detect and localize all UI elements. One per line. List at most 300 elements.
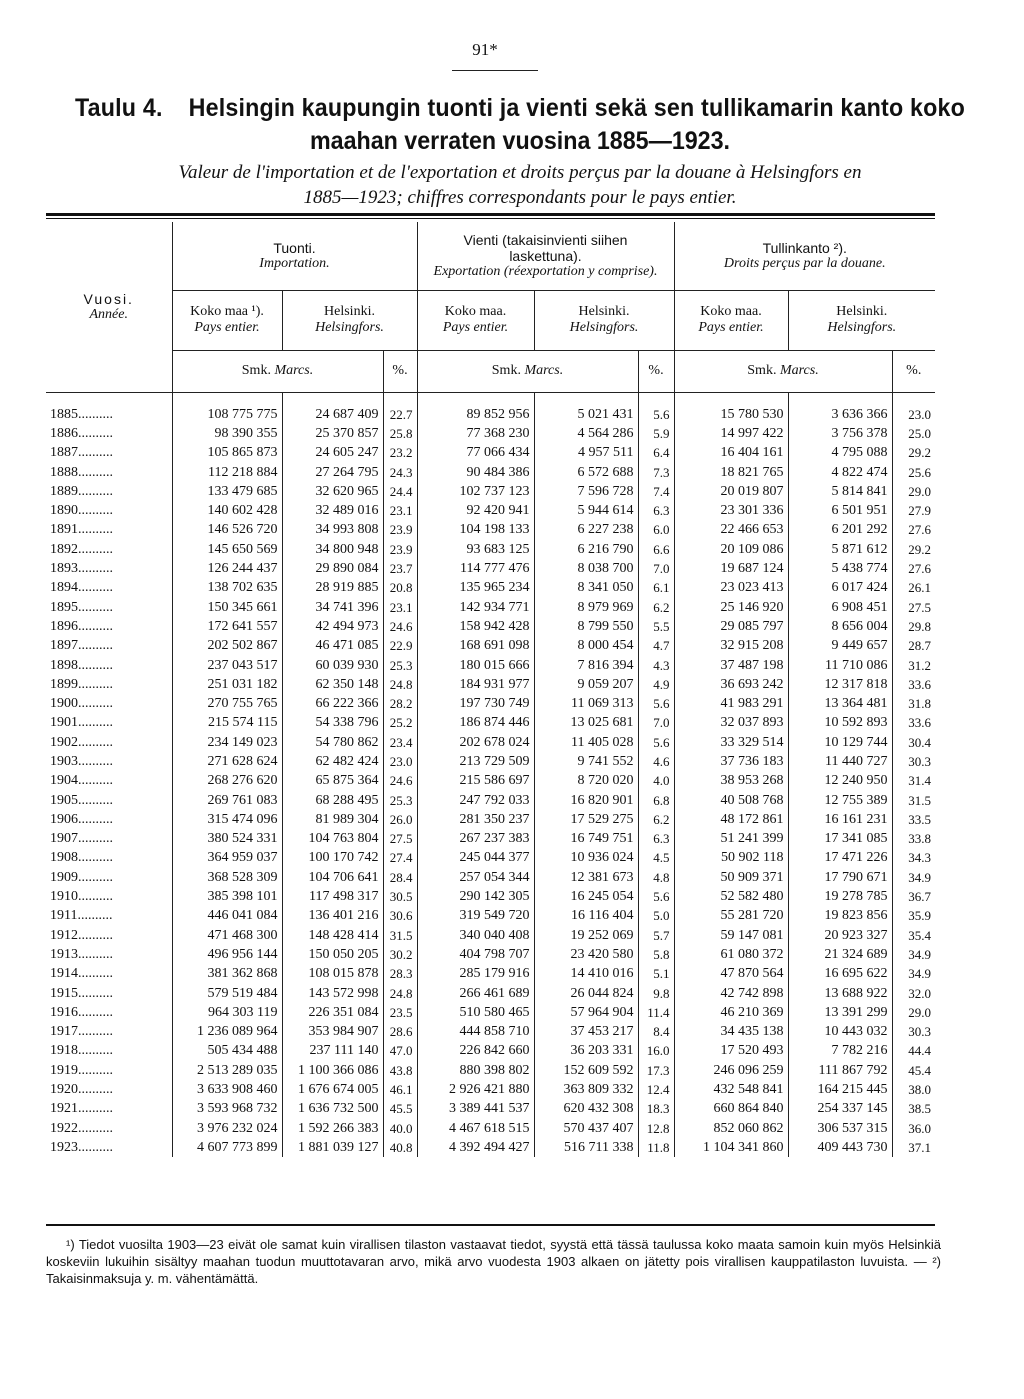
cell-imp-pct: 24.8 — [383, 983, 417, 1002]
cell-year: 1919.......... — [46, 1061, 172, 1080]
cell-duty-pct: 45.4 — [892, 1061, 935, 1080]
cell-exp-hki: 11 405 028 — [571, 734, 634, 750]
cell-exp-country: 319 549 720 — [417, 906, 534, 925]
cell-exp-country: 285 179 916 — [417, 964, 534, 983]
cell-imp-country: 964 303 119 — [172, 1003, 282, 1022]
cell-exp-pct: 5.5 — [638, 617, 674, 636]
cell-duty-hki: 3 636 366 — [831, 406, 888, 422]
cell-year: 1889.......... — [46, 482, 172, 501]
cell-duty-hki: 11 710 086 — [825, 657, 888, 673]
cell-duty-pct: 27.6 — [892, 559, 935, 578]
cell-exp-hki: 16 820 901 — [570, 792, 634, 808]
cell-imp-hki: 136 401 216 — [308, 908, 379, 924]
cell-duty-country: 42 742 898 — [674, 983, 788, 1002]
table-row — [46, 713, 935, 732]
cell-duty-country: 20 109 086 — [674, 540, 788, 559]
cell-exp-hki: 8 341 050 — [577, 580, 634, 596]
cell-exp-country: 158 942 428 — [417, 617, 534, 636]
cell-exp-country: 266 461 689 — [417, 983, 534, 1002]
cell-imp-country: 251 031 182 — [172, 675, 282, 694]
cell-exp-pct: 6.4 — [638, 443, 674, 462]
cell-imp-country: 3 593 968 732 — [172, 1099, 282, 1118]
cell-duty-pct: 36.0 — [892, 1118, 935, 1137]
cell-exp-pct: 11.4 — [638, 1003, 674, 1022]
cell-imp-country: 146 526 720 — [172, 520, 282, 539]
cell-imp-country: 315 474 096 — [172, 810, 282, 829]
cell-exp-hki: 8 720 020 — [577, 773, 634, 789]
cell-imp-pct: 23.5 — [383, 1003, 417, 1022]
cell-duty-pct: 26.1 — [892, 578, 935, 597]
cell-exp-hki: 8 038 700 — [577, 561, 634, 577]
cell-exp-pct: 6.2 — [638, 597, 674, 616]
cell-duty-hki: 13 688 922 — [824, 985, 888, 1001]
cell-exp-country: 257 054 344 — [417, 868, 534, 887]
cell-year: 1888.......... — [46, 462, 172, 481]
cell-imp-hki: 108 015 878 — [308, 966, 379, 982]
cell-imp-hki: 27 264 795 — [315, 464, 379, 480]
cell-exp-pct: 5.9 — [638, 424, 674, 443]
cell-duty-hki: 9 449 657 — [831, 638, 888, 654]
cell-duty-pct: 33.6 — [892, 675, 935, 694]
cell-imp-pct: 24.3 — [383, 462, 417, 481]
title-line-2: maahan verraten vuosina 1885—1923. — [309, 127, 731, 155]
import-unit-fi: Smk. — [241, 363, 271, 378]
cell-duty-pct: 25.6 — [892, 462, 935, 481]
cell-exp-pct: 5.1 — [638, 964, 674, 983]
cell-exp-pct: 16.0 — [638, 1041, 674, 1060]
cell-exp-hki: 14 410 016 — [570, 966, 634, 982]
cell-exp-hki: 8 799 550 — [577, 618, 634, 634]
cell-imp-hki: 66 222 366 — [315, 696, 379, 712]
cell-duty-country: 1 104 341 860 — [674, 1138, 788, 1157]
cell-exp-pct: 4.8 — [638, 868, 674, 887]
cell-imp-hki: 104 706 641 — [308, 869, 379, 885]
table-row — [46, 392, 935, 424]
cell-exp-hki: 57 964 904 — [570, 1004, 634, 1020]
cell-year: 1915.......... — [46, 983, 172, 1002]
cell-exp-country: 340 040 408 — [417, 926, 534, 945]
cell-exp-hki: 8 979 969 — [577, 599, 634, 615]
cell-year: 1914.......... — [46, 964, 172, 983]
table-row — [46, 578, 935, 597]
cell-year: 1903.......... — [46, 752, 172, 771]
cell-year: 1923.......... — [46, 1138, 172, 1157]
cell-exp-hki: 5 021 431 — [577, 406, 634, 422]
cell-imp-pct: 24.6 — [383, 617, 417, 636]
cell-duty-country: 59 147 081 — [674, 926, 788, 945]
import-helsinki-header — [282, 290, 417, 350]
cell-duty-pct: 34.9 — [892, 868, 935, 887]
cell-exp-pct: 5.6 — [638, 733, 674, 752]
cell-exp-country: 880 398 802 — [417, 1061, 534, 1080]
cell-imp-country: 471 468 300 — [172, 926, 282, 945]
cell-imp-pct: 23.0 — [383, 752, 417, 771]
table-row — [46, 926, 935, 945]
cell-duty-hki: 4 795 088 — [831, 445, 888, 461]
cell-duty-country: 36 693 242 — [674, 675, 788, 694]
cell-exp-hki: 16 749 751 — [570, 831, 634, 847]
cell-duty-country: 17 520 493 — [674, 1041, 788, 1060]
top-rule-thin — [46, 218, 935, 219]
year-header — [46, 222, 172, 392]
cell-duty-hki: 5 438 774 — [831, 561, 888, 577]
cell-exp-hki: 23 420 580 — [570, 946, 634, 962]
cell-year: 1904.......... — [46, 771, 172, 790]
cell-duty-pct: 29.2 — [892, 540, 935, 559]
cell-exp-hki: 19 252 069 — [570, 927, 634, 943]
cell-duty-country: 23 301 336 — [674, 501, 788, 520]
cell-duty-hki: 254 337 145 — [817, 1101, 888, 1117]
cell-duty-country: 32 915 208 — [674, 636, 788, 655]
cell-imp-pct: 24.4 — [383, 482, 417, 501]
page-number: 91* — [472, 40, 498, 59]
cell-duty-country: 41 983 291 — [674, 694, 788, 713]
cell-exp-pct: 4.3 — [638, 655, 674, 674]
cell-imp-country: 380 524 331 — [172, 829, 282, 848]
cell-exp-pct: 4.0 — [638, 771, 674, 790]
cell-imp-country: 271 628 624 — [172, 752, 282, 771]
cell-year: 1909.......... — [46, 868, 172, 887]
cell-duty-hki: 20 923 327 — [824, 927, 888, 943]
cell-year: 1900.......... — [46, 694, 172, 713]
cell-duty-hki: 17 790 671 — [824, 869, 888, 885]
duty-helsinki-fi: Helsinki. — [836, 304, 888, 319]
cell-duty-hki: 16 695 622 — [824, 966, 888, 982]
cell-exp-country: 168 691 098 — [417, 636, 534, 655]
table-body — [46, 392, 935, 1157]
cell-exp-country: 202 678 024 — [417, 733, 534, 752]
cell-exp-hki: 37 453 217 — [570, 1024, 634, 1040]
table-row — [46, 733, 935, 752]
cell-imp-country: 140 602 428 — [172, 501, 282, 520]
duties-header-fi: Tullinkanto ²). — [762, 239, 847, 256]
cell-duty-hki: 6 017 424 — [831, 580, 888, 596]
cell-duty-pct: 31.5 — [892, 790, 935, 809]
table-row — [46, 501, 935, 520]
table-row — [46, 1003, 935, 1022]
cell-imp-pct: 27.4 — [383, 848, 417, 867]
cell-imp-hki: 68 288 495 — [315, 792, 379, 808]
cell-imp-pct: 27.5 — [383, 829, 417, 848]
duty-pct-header: %. — [892, 350, 935, 392]
cell-imp-pct: 40.8 — [383, 1138, 417, 1157]
year-header-fr: Année. — [89, 306, 128, 322]
cell-exp-pct: 4.7 — [638, 636, 674, 655]
cell-duty-country: 55 281 720 — [674, 906, 788, 925]
cell-duty-pct: 29.0 — [892, 482, 935, 501]
cell-duty-pct: 35.4 — [892, 926, 935, 945]
cell-exp-country: 215 586 697 — [417, 771, 534, 790]
cell-imp-hki: 1 881 039 127 — [298, 1139, 379, 1155]
cell-exp-country: 226 842 660 — [417, 1041, 534, 1060]
table-row — [46, 540, 935, 559]
duty-unit-header — [674, 350, 892, 392]
cell-exp-country: 180 015 666 — [417, 655, 534, 674]
table-row — [46, 887, 935, 906]
import-header — [172, 222, 417, 290]
cell-imp-pct: 25.3 — [383, 790, 417, 809]
export-header-fr: Exportation (réexportation y comprise). — [433, 263, 658, 279]
duty-unit-fi: Smk. — [747, 363, 777, 378]
import-header-fi: Tuonti. — [273, 239, 316, 256]
cell-imp-hki: 29 890 084 — [315, 561, 379, 577]
cell-year: 1906.......... — [46, 810, 172, 829]
cell-imp-pct: 30.6 — [383, 906, 417, 925]
cell-exp-country: 4 467 618 515 — [417, 1118, 534, 1137]
cell-imp-country: 505 434 488 — [172, 1041, 282, 1060]
cell-exp-country: 77 368 230 — [417, 424, 534, 443]
export-helsinki-fi: Helsinki. — [578, 304, 630, 319]
cell-imp-pct: 30.2 — [383, 945, 417, 964]
footnote: ¹) Tiedot vuosilta 1903—23 eivät ole samat kuin virallisen tilaston vastaavat tiedot, syystä että tässä taulussa koko maata samoin kuin myös Helsinkiä koskeviin lukuihin sisältyy maahan tuodun muuttotavaran arvo, mikä arvo vuodesta 1903 alkaen on jätetty pois virallisen kauppatilaston luvuista. — ²) Takaisinmaksuja y. m. vähentämättä. — [46, 1237, 941, 1286]
cell-exp-pct: 7.0 — [638, 559, 674, 578]
export-helsinki-header — [534, 290, 674, 350]
cell-year: 1905.......... — [46, 790, 172, 809]
cell-imp-country: 2 513 289 035 — [172, 1061, 282, 1080]
cell-imp-pct: 25.3 — [383, 655, 417, 674]
cell-imp-hki: 24 605 247 — [315, 445, 379, 461]
cell-exp-pct: 18.3 — [638, 1099, 674, 1118]
cell-year: 1917.......... — [46, 1022, 172, 1041]
cell-duty-pct: 31.2 — [892, 655, 935, 674]
table-title — [40, 94, 1000, 156]
export-unit-fi: Smk. — [491, 363, 521, 378]
cell-duty-country: 852 060 862 — [674, 1118, 788, 1137]
cell-exp-pct: 6.3 — [638, 501, 674, 520]
table-row — [46, 655, 935, 674]
cell-duty-pct: 38.5 — [892, 1099, 935, 1118]
subtitle-line-2: 1885—1923; chiffres correspondants pour le pays entier. — [303, 187, 737, 208]
cell-imp-country: 108 775 775 — [172, 392, 282, 424]
cell-duty-country: 25 146 920 — [674, 597, 788, 616]
title-text-1: Helsingin kaupungin tuonti ja vienti sekä sen tullikamarin kanto koko — [188, 94, 966, 122]
cell-duty-hki: 17 341 085 — [824, 831, 888, 847]
cell-year: 1895.......... — [46, 597, 172, 616]
cell-imp-hki: 25 370 857 — [315, 425, 379, 441]
cell-exp-pct: 6.6 — [638, 540, 674, 559]
cell-imp-pct: 23.9 — [383, 520, 417, 539]
cell-exp-country: 247 792 033 — [417, 790, 534, 809]
duties-header — [674, 222, 935, 290]
cell-exp-pct: 5.0 — [638, 906, 674, 925]
cell-imp-hki: 226 351 084 — [308, 1004, 379, 1020]
cell-exp-hki: 13 025 681 — [570, 715, 634, 731]
cell-imp-pct: 24.6 — [383, 771, 417, 790]
cell-exp-pct: 8.4 — [638, 1022, 674, 1041]
cell-imp-country: 237 043 517 — [172, 655, 282, 674]
cell-imp-country: 446 041 084 — [172, 906, 282, 925]
table-row — [46, 675, 935, 694]
export-unit-fr: Marcs. — [524, 363, 564, 378]
cell-duty-country: 37 736 183 — [674, 752, 788, 771]
cell-imp-hki: 117 498 317 — [309, 889, 379, 905]
cell-exp-country: 92 420 941 — [417, 501, 534, 520]
cell-imp-hki: 34 741 396 — [315, 599, 379, 615]
import-header-fr: Importation. — [259, 255, 330, 271]
cell-imp-pct: 28.6 — [383, 1022, 417, 1041]
cell-exp-country: 142 934 771 — [417, 597, 534, 616]
table-row — [46, 520, 935, 539]
cell-duty-country: 47 870 564 — [674, 964, 788, 983]
cell-duty-pct: 36.7 — [892, 887, 935, 906]
table-row — [46, 1138, 935, 1157]
cell-exp-country: 184 931 977 — [417, 675, 534, 694]
cell-exp-country: 2 926 421 880 — [417, 1080, 534, 1099]
cell-exp-country: 89 852 956 — [417, 392, 534, 424]
export-helsinki-fr: Helsingfors. — [569, 320, 639, 335]
cell-exp-country: 114 777 476 — [417, 559, 534, 578]
cell-duty-country: 40 508 768 — [674, 790, 788, 809]
cell-year: 1898.......... — [46, 655, 172, 674]
table-row — [46, 559, 935, 578]
cell-duty-hki: 12 317 818 — [824, 676, 888, 692]
cell-imp-hki: 62 350 148 — [315, 676, 379, 692]
table-row — [46, 848, 935, 867]
cell-imp-country: 385 398 101 — [172, 887, 282, 906]
cell-imp-country: 133 479 685 — [172, 482, 282, 501]
cell-exp-hki: 152 609 592 — [563, 1062, 634, 1078]
top-rule — [46, 213, 935, 216]
cell-duty-hki: 4 822 474 — [831, 464, 888, 480]
cell-exp-country: 3 389 441 537 — [417, 1099, 534, 1118]
cell-imp-country: 364 959 037 — [172, 848, 282, 867]
table-row — [46, 617, 935, 636]
cell-exp-country: 213 729 509 — [417, 752, 534, 771]
cell-exp-pct: 6.3 — [638, 829, 674, 848]
cell-imp-pct: 31.5 — [383, 926, 417, 945]
cell-year: 1916.......... — [46, 1003, 172, 1022]
cell-imp-pct: 25.2 — [383, 713, 417, 732]
cell-imp-pct: 22.9 — [383, 636, 417, 655]
cell-year: 1910.......... — [46, 887, 172, 906]
cell-imp-pct: 23.7 — [383, 559, 417, 578]
cell-imp-country: 138 702 635 — [172, 578, 282, 597]
cell-imp-country: 368 528 309 — [172, 868, 282, 887]
cell-imp-hki: 353 984 907 — [308, 1024, 379, 1040]
cell-imp-hki: 32 489 016 — [315, 503, 379, 519]
duty-unit-fr: Marcs. — [779, 363, 819, 378]
cell-imp-country: 172 641 557 — [172, 617, 282, 636]
cell-imp-hki: 150 050 205 — [308, 946, 379, 962]
cell-duty-pct: 35.9 — [892, 906, 935, 925]
table-row — [46, 771, 935, 790]
cell-duty-country: 51 241 399 — [674, 829, 788, 848]
cell-duty-hki: 409 443 730 — [817, 1139, 888, 1155]
cell-exp-hki: 36 203 331 — [570, 1043, 634, 1059]
import-country-fi: Koko maa ¹). — [190, 304, 264, 319]
table-row — [46, 482, 935, 501]
cell-imp-hki: 34 993 808 — [315, 522, 379, 538]
cell-year: 1908.......... — [46, 848, 172, 867]
cell-duty-country: 33 329 514 — [674, 733, 788, 752]
cell-imp-pct: 23.2 — [383, 443, 417, 462]
cell-exp-country: 90 484 386 — [417, 462, 534, 481]
duty-country-fr: Pays entier. — [698, 320, 764, 335]
cell-exp-pct: 4.9 — [638, 675, 674, 694]
cell-exp-pct: 5.6 — [638, 887, 674, 906]
cell-duty-hki: 19 823 856 — [824, 908, 888, 924]
cell-year: 1887.......... — [46, 443, 172, 462]
cell-duty-country: 246 096 259 — [674, 1061, 788, 1080]
table-row — [46, 868, 935, 887]
table-row — [46, 752, 935, 771]
cell-exp-hki: 6 227 238 — [577, 522, 634, 538]
cell-exp-hki: 4 564 286 — [577, 425, 634, 441]
cell-duty-pct: 34.9 — [892, 945, 935, 964]
cell-duty-country: 29 085 797 — [674, 617, 788, 636]
cell-imp-country: 1 236 089 964 — [172, 1022, 282, 1041]
cell-duty-pct: 31.4 — [892, 771, 935, 790]
cell-duty-hki: 6 501 951 — [831, 503, 888, 519]
cell-duty-country: 46 210 369 — [674, 1003, 788, 1022]
cell-duty-country: 20 019 807 — [674, 482, 788, 501]
cell-exp-pct: 12.4 — [638, 1080, 674, 1099]
import-pct-header: %. — [383, 350, 417, 392]
cell-imp-hki: 1 592 266 383 — [298, 1120, 379, 1136]
cell-imp-pct: 28.2 — [383, 694, 417, 713]
cell-duty-pct: 33.5 — [892, 810, 935, 829]
cell-imp-country: 268 276 620 — [172, 771, 282, 790]
subtitle-line-1: Valeur de l'importation et de l'exportation et droits perçus par la douane à Helsingfors en — [178, 162, 862, 183]
duty-helsinki-header — [788, 290, 935, 350]
cell-duty-hki: 3 756 378 — [831, 425, 888, 441]
table-row — [46, 1080, 935, 1099]
cell-duty-country: 660 864 840 — [674, 1099, 788, 1118]
cell-imp-hki: 148 428 414 — [308, 927, 379, 943]
cell-duty-hki: 17 471 226 — [824, 850, 888, 866]
cell-duty-pct: 27.9 — [892, 501, 935, 520]
cell-duty-country: 432 548 841 — [674, 1080, 788, 1099]
cell-year: 1891.......... — [46, 520, 172, 539]
cell-exp-country: 197 730 749 — [417, 694, 534, 713]
cell-exp-country: 4 392 494 427 — [417, 1138, 534, 1157]
cell-exp-pct: 6.8 — [638, 790, 674, 809]
french-subtitle — [40, 160, 1000, 210]
cell-imp-pct: 28.3 — [383, 964, 417, 983]
cell-imp-hki: 237 111 140 — [309, 1043, 379, 1059]
table-row — [46, 1022, 935, 1041]
cell-duty-pct: 32.0 — [892, 983, 935, 1002]
cell-duty-hki: 8 656 004 — [831, 618, 888, 634]
table-row — [46, 1041, 935, 1060]
cell-year: 1922.......... — [46, 1118, 172, 1137]
cell-duty-hki: 5 814 841 — [831, 483, 888, 499]
cell-duty-hki: 7 782 216 — [831, 1043, 888, 1059]
cell-exp-country: 444 858 710 — [417, 1022, 534, 1041]
cell-exp-hki: 16 245 054 — [570, 889, 634, 905]
export-header — [417, 222, 674, 290]
cell-exp-country: 510 580 465 — [417, 1003, 534, 1022]
cell-imp-country: 98 390 355 — [172, 424, 282, 443]
table-row — [46, 906, 935, 925]
cell-imp-hki: 32 620 965 — [315, 483, 379, 499]
cell-imp-hki: 54 338 796 — [315, 715, 379, 731]
cell-imp-pct: 24.8 — [383, 675, 417, 694]
table-row — [46, 694, 935, 713]
cell-exp-hki: 9 059 207 — [577, 676, 634, 692]
year-header-fi: Vuosi. — [83, 290, 134, 307]
cell-imp-country: 3 633 908 460 — [172, 1080, 282, 1099]
cell-year: 1896.......... — [46, 617, 172, 636]
cell-imp-hki: 24 687 409 — [315, 406, 379, 422]
cell-imp-country: 496 956 144 — [172, 945, 282, 964]
cell-duty-pct: 30.3 — [892, 752, 935, 771]
cell-exp-hki: 11 069 313 — [571, 696, 634, 712]
cell-exp-country: 104 198 133 — [417, 520, 534, 539]
cell-imp-pct: 43.8 — [383, 1061, 417, 1080]
cell-duty-country: 50 909 371 — [674, 868, 788, 887]
cell-duty-country: 23 023 413 — [674, 578, 788, 597]
